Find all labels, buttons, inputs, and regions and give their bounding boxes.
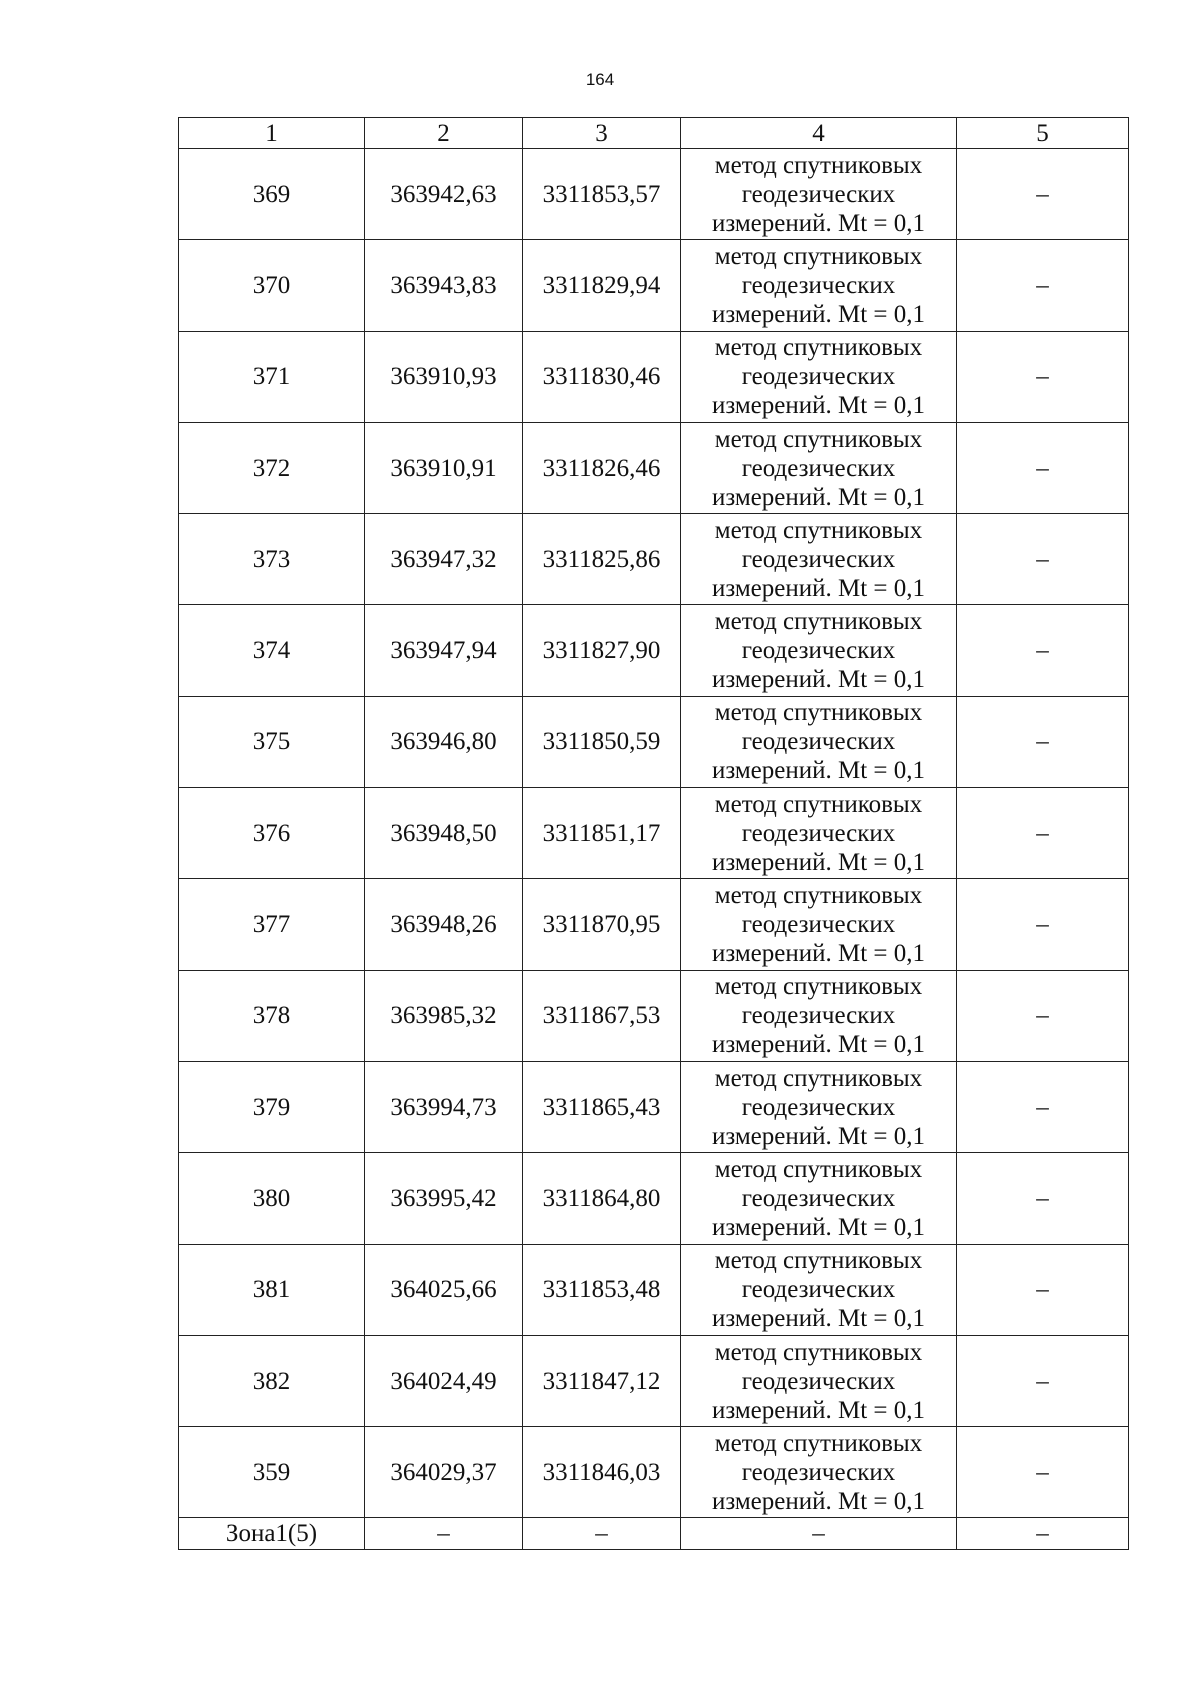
zone-x: –	[365, 1518, 523, 1550]
table-row	[179, 514, 1129, 605]
x-coordinate-cell: 363910,91	[365, 422, 523, 513]
x-coordinate-cell: 363948,50	[365, 788, 523, 879]
method-description-cell	[681, 1153, 957, 1244]
method-text: метод спутниковых геодезических измерений. Mt = 0,1	[711, 790, 926, 876]
y-coordinate-cell: 3311825,86	[523, 514, 681, 605]
method-text: метод спутниковых геодезических измерений. Mt = 0,1	[711, 1338, 926, 1424]
method-description-cell	[681, 240, 957, 331]
point-number-cell: 369	[179, 149, 365, 240]
point-number-cell: 372	[179, 422, 365, 513]
method-description-cell	[681, 422, 957, 513]
y-coordinate-cell: 3311829,94	[523, 240, 681, 331]
point-number-cell: 380	[179, 1153, 365, 1244]
x-coordinate-cell: 363910,93	[365, 331, 523, 422]
method-description-cell	[681, 605, 957, 696]
table-row	[179, 1244, 1129, 1335]
method-description-cell	[681, 788, 957, 879]
table-row	[179, 1153, 1129, 1244]
method-description-cell	[681, 331, 957, 422]
x-coordinate-cell: 364029,37	[365, 1427, 523, 1518]
y-coordinate-cell: 3311867,53	[523, 970, 681, 1061]
table-row	[179, 1061, 1129, 1152]
table-row	[179, 605, 1129, 696]
note-cell: –	[957, 514, 1129, 605]
y-coordinate-cell: 3311830,46	[523, 331, 681, 422]
point-number-cell: 377	[179, 879, 365, 970]
note-cell: –	[957, 149, 1129, 240]
note-cell: –	[957, 970, 1129, 1061]
note-cell: –	[957, 1335, 1129, 1426]
y-coordinate-cell: 3311851,17	[523, 788, 681, 879]
header-cell-point: 1	[179, 118, 365, 149]
header-cell-method: 4	[681, 118, 957, 149]
point-number-cell: 359	[179, 1427, 365, 1518]
y-coordinate-cell: 3311853,48	[523, 1244, 681, 1335]
point-number-cell: 374	[179, 605, 365, 696]
y-coordinate-cell: 3311864,80	[523, 1153, 681, 1244]
method-text: метод спутниковых геодезических измерений. Mt = 0,1	[711, 1155, 926, 1241]
table-row	[179, 788, 1129, 879]
method-description-cell	[681, 1427, 957, 1518]
x-coordinate-cell: 363985,32	[365, 970, 523, 1061]
x-coordinate-cell: 363947,32	[365, 514, 523, 605]
table-row	[179, 1335, 1129, 1426]
header-cell-note: 5	[957, 118, 1129, 149]
method-description-cell	[681, 879, 957, 970]
table-row	[179, 149, 1129, 240]
x-coordinate-cell: 364025,66	[365, 1244, 523, 1335]
y-coordinate-cell: 3311847,12	[523, 1335, 681, 1426]
method-description-cell	[681, 149, 957, 240]
method-text: метод спутниковых геодезических измерений. Mt = 0,1	[711, 608, 926, 694]
table-row	[179, 970, 1129, 1061]
method-text: метод спутниковых геодезических измерений. Mt = 0,1	[711, 425, 926, 511]
point-number-cell: 376	[179, 788, 365, 879]
method-text: метод спутниковых геодезических измерений. Mt = 0,1	[711, 973, 926, 1059]
header-cell-x: 2	[365, 118, 523, 149]
header-row	[179, 118, 1129, 149]
x-coordinate-cell: 363948,26	[365, 879, 523, 970]
method-text: метод спутниковых геодезических измерений. Mt = 0,1	[711, 1064, 926, 1150]
table-body	[179, 149, 1129, 1550]
x-coordinate-cell: 363947,94	[365, 605, 523, 696]
y-coordinate-cell: 3311853,57	[523, 149, 681, 240]
table-row	[179, 696, 1129, 787]
note-cell: –	[957, 1153, 1129, 1244]
table-row	[179, 240, 1129, 331]
note-cell: –	[957, 1061, 1129, 1152]
method-description-cell	[681, 696, 957, 787]
point-number-cell: 378	[179, 970, 365, 1061]
method-description-cell	[681, 1061, 957, 1152]
x-coordinate-cell: 363943,83	[365, 240, 523, 331]
page-number: 164	[585, 70, 615, 89]
table-row	[179, 331, 1129, 422]
x-coordinate-cell: 363995,42	[365, 1153, 523, 1244]
note-cell: –	[957, 605, 1129, 696]
note-cell: –	[957, 1244, 1129, 1335]
note-cell: –	[957, 788, 1129, 879]
y-coordinate-cell: 3311846,03	[523, 1427, 681, 1518]
zone-row	[179, 1518, 1129, 1550]
zone-method: –	[681, 1518, 957, 1550]
note-cell: –	[957, 422, 1129, 513]
coordinates-table	[178, 117, 1129, 1550]
method-text: метод спутниковых геодезических измерений. Mt = 0,1	[711, 334, 926, 420]
method-description-cell	[681, 514, 957, 605]
point-number-cell: 370	[179, 240, 365, 331]
note-cell: –	[957, 879, 1129, 970]
x-coordinate-cell: 363994,73	[365, 1061, 523, 1152]
x-coordinate-cell: 364024,49	[365, 1335, 523, 1426]
note-cell: –	[957, 1427, 1129, 1518]
y-coordinate-cell: 3311870,95	[523, 879, 681, 970]
point-number-cell: 382	[179, 1335, 365, 1426]
method-text: метод спутниковых геодезических измерений. Mt = 0,1	[711, 1247, 926, 1333]
method-description-cell	[681, 970, 957, 1061]
method-text: метод спутниковых геодезических измерений. Mt = 0,1	[711, 151, 926, 237]
zone-label: Зона1(5)	[179, 1518, 365, 1550]
y-coordinate-cell: 3311827,90	[523, 605, 681, 696]
table-row	[179, 1427, 1129, 1518]
table-row	[179, 422, 1129, 513]
note-cell: –	[957, 331, 1129, 422]
point-number-cell: 375	[179, 696, 365, 787]
y-coordinate-cell: 3311826,46	[523, 422, 681, 513]
zone-note: –	[957, 1518, 1129, 1550]
method-description-cell	[681, 1335, 957, 1426]
method-text: метод спутниковых геодезических измерений. Mt = 0,1	[711, 882, 926, 968]
point-number-cell: 379	[179, 1061, 365, 1152]
x-coordinate-cell: 363946,80	[365, 696, 523, 787]
table-row	[179, 879, 1129, 970]
y-coordinate-cell: 3311865,43	[523, 1061, 681, 1152]
method-text: метод спутниковых геодезических измерений. Mt = 0,1	[711, 1429, 926, 1515]
method-text: метод спутниковых геодезических измерений. Mt = 0,1	[711, 242, 926, 328]
header-cell-y: 3	[523, 118, 681, 149]
x-coordinate-cell: 363942,63	[365, 149, 523, 240]
method-description-cell	[681, 1244, 957, 1335]
point-number-cell: 371	[179, 331, 365, 422]
method-text: метод спутниковых геодезических измерений. Mt = 0,1	[711, 699, 926, 785]
note-cell: –	[957, 240, 1129, 331]
note-cell: –	[957, 696, 1129, 787]
method-text: метод спутниковых геодезических измерений. Mt = 0,1	[711, 516, 926, 602]
point-number-cell: 373	[179, 514, 365, 605]
point-number-cell: 381	[179, 1244, 365, 1335]
y-coordinate-cell: 3311850,59	[523, 696, 681, 787]
zone-y: –	[523, 1518, 681, 1550]
